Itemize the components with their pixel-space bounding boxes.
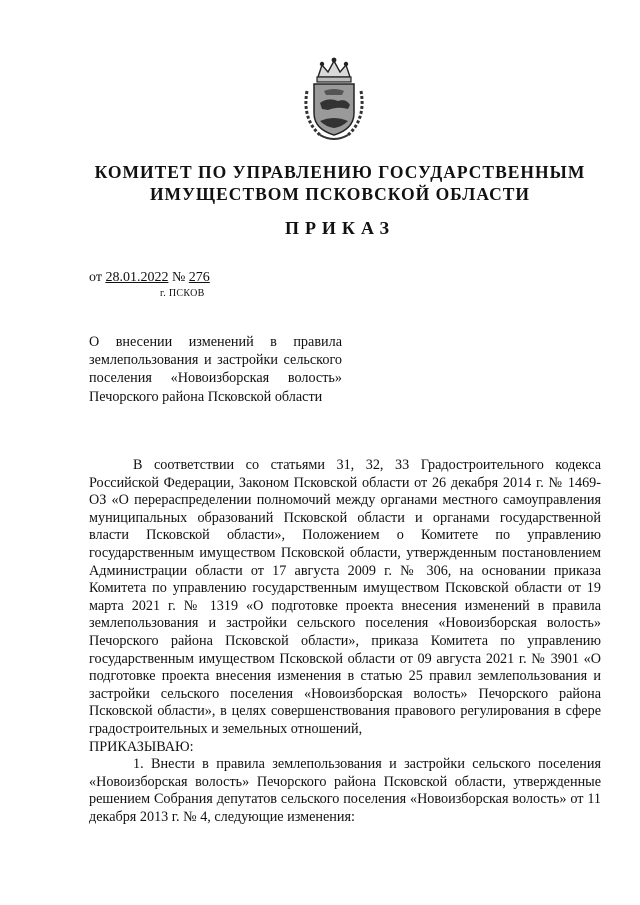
document-body: [89, 457, 601, 826]
organization-name: [60, 161, 620, 205]
organization-name-line1: КОМИТЕТ ПО УПРАВЛЕНИЮ ГОСУДАРСТВЕННЫМ: [94, 162, 586, 182]
document-number: 276: [188, 270, 210, 285]
document-subject: О внесении изменений в правила землепользования и застройки сельского поселения «Новоизборская волость» Печорского района Псковской области: [89, 334, 342, 405]
order-item-1: 1. Внести в правила землепользования и застройки сельского поселения «Новоизборская волость» Печорского района Псковской области, утвержденные решением Собрания депутатов сельского поселения «Новоизборская волость» от 11 декабря 2013 г. № 4, следующие изменения:: [89, 756, 601, 825]
order-word: ПРИКАЗЫВАЮ:: [89, 738, 194, 755]
date-prefix: от: [89, 270, 102, 285]
preamble-paragraph: В соответствии со статьями 31, 32, 33 Градостроительного кодекса Российской Федерации, Законом Псковской области от 26 декабря 2014 г. № 1469-ОЗ «О перераспределении полномочий между органами местного самоуправления муниципальных образований Псковской области и органами государственной власти Псковской области», Положением о Комитете по управлению государственным имуществом Псковской области, утвержденным постановлением Администрации области от 17 августа 2009 г. № 306, на основании приказа Комитета по управлению государственным имуществом Псковской области от 19 марта 2021 г. № 1319 «О подготовке проекта внесения изменений в правила землепользования и застройки сельского поселения «Новоизборская волость» Печорского района Псковской области», приказа Комитета по управлению государственным имуществом Псковской области от 09 августа 2021 г. № 3901 «О подготовке проекта внесения изменения в статью 25 правил землепользования и застройки сельского поселения «Новоизборская волость» Печорского района Псковской области», в целях совершенствования правового регулирования в сфере градостроительных и земельных отношений,: [89, 457, 601, 737]
number-sign: №: [171, 270, 186, 285]
document-date-number: [89, 270, 210, 286]
document-date: 28.01.2022: [105, 270, 169, 285]
pskov-coat-of-arms-icon: [298, 55, 370, 143]
document-type-title: ПРИКАЗ: [284, 218, 396, 238]
document-city: г. ПСКОВ: [160, 288, 205, 299]
organization-name-line2: ИМУЩЕСТВОМ ПСКОВСКОЙ ОБЛАСТИ: [149, 184, 531, 204]
